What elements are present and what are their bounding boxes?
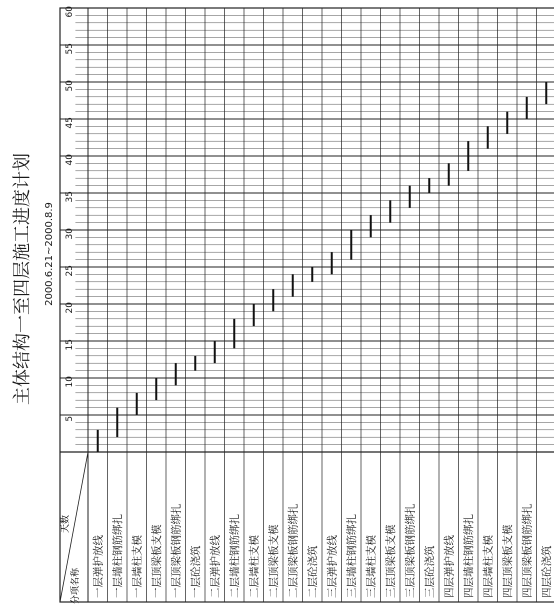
task-name: 二层顶梁板钢筋绑扎 (287, 503, 300, 598)
day-tick-label: 40 (65, 153, 75, 166)
day-tick-label: 5 (65, 415, 75, 422)
date-range: 2000.6.21~2000.8.9 (44, 202, 55, 306)
task-name: 二层墙柱钢筋绑扎 (229, 514, 242, 598)
task-name: 三层顶梁板钢筋绑扎 (404, 503, 417, 598)
task-name: 二层顶梁板支模 (268, 524, 281, 598)
task-name: 一层顶梁板钢筋绑扎 (170, 503, 183, 598)
day-tick-label: 55 (65, 42, 75, 55)
day-tick-label: 45 (65, 116, 75, 129)
task-name: 三层砼浇筑 (424, 545, 437, 598)
day-tick-label: 25 (65, 264, 75, 277)
day-tick-label: 15 (65, 338, 75, 351)
task-name: 四层顶梁板支模 (502, 524, 515, 598)
task-name: 三层墙柱钢筋绑扎 (346, 514, 359, 598)
day-tick-label: 20 (65, 301, 75, 314)
task-name: 三层弹护放线 (326, 535, 339, 598)
task-name: 四层砼浇筑 (541, 545, 554, 598)
day-tick-label: 50 (65, 79, 75, 92)
task-name: 一层弹护放线 (92, 535, 105, 598)
task-name: 一层砼浇筑 (190, 545, 203, 598)
task-name: 三层墙柱支模 (365, 535, 378, 598)
task-labels (92, 503, 554, 598)
task-name: 一层顶梁板支模 (151, 524, 164, 598)
day-tick-label: 60 (65, 5, 75, 18)
task-name: 二层墙柱支模 (248, 535, 261, 598)
task-name: 二层弹护放线 (209, 535, 222, 598)
day-tick-label: 10 (65, 375, 75, 388)
corner-days-label: 天数 (61, 514, 71, 534)
schedule-title: 主体结构一至四层施工进度计划 (12, 153, 33, 405)
day-tick-label: 35 (65, 190, 75, 203)
task-name: 四层弹护放线 (443, 535, 456, 598)
task-name: 四层墙柱支模 (482, 535, 495, 598)
task-name: 二层砼浇筑 (307, 545, 320, 598)
gantt-table (60, 5, 554, 605)
task-name: 一层墙柱支模 (131, 535, 144, 598)
task-name: 一层墙柱钢筋绑扎 (112, 514, 125, 598)
corner-task-label: 分项名称 (71, 567, 81, 605)
day-tick-label: 30 (65, 227, 75, 240)
task-name: 四层墙柱钢筋绑扎 (463, 514, 476, 598)
task-name: 四层顶梁板钢筋绑扎 (521, 503, 534, 598)
task-name: 三层顶梁板支模 (385, 524, 398, 598)
